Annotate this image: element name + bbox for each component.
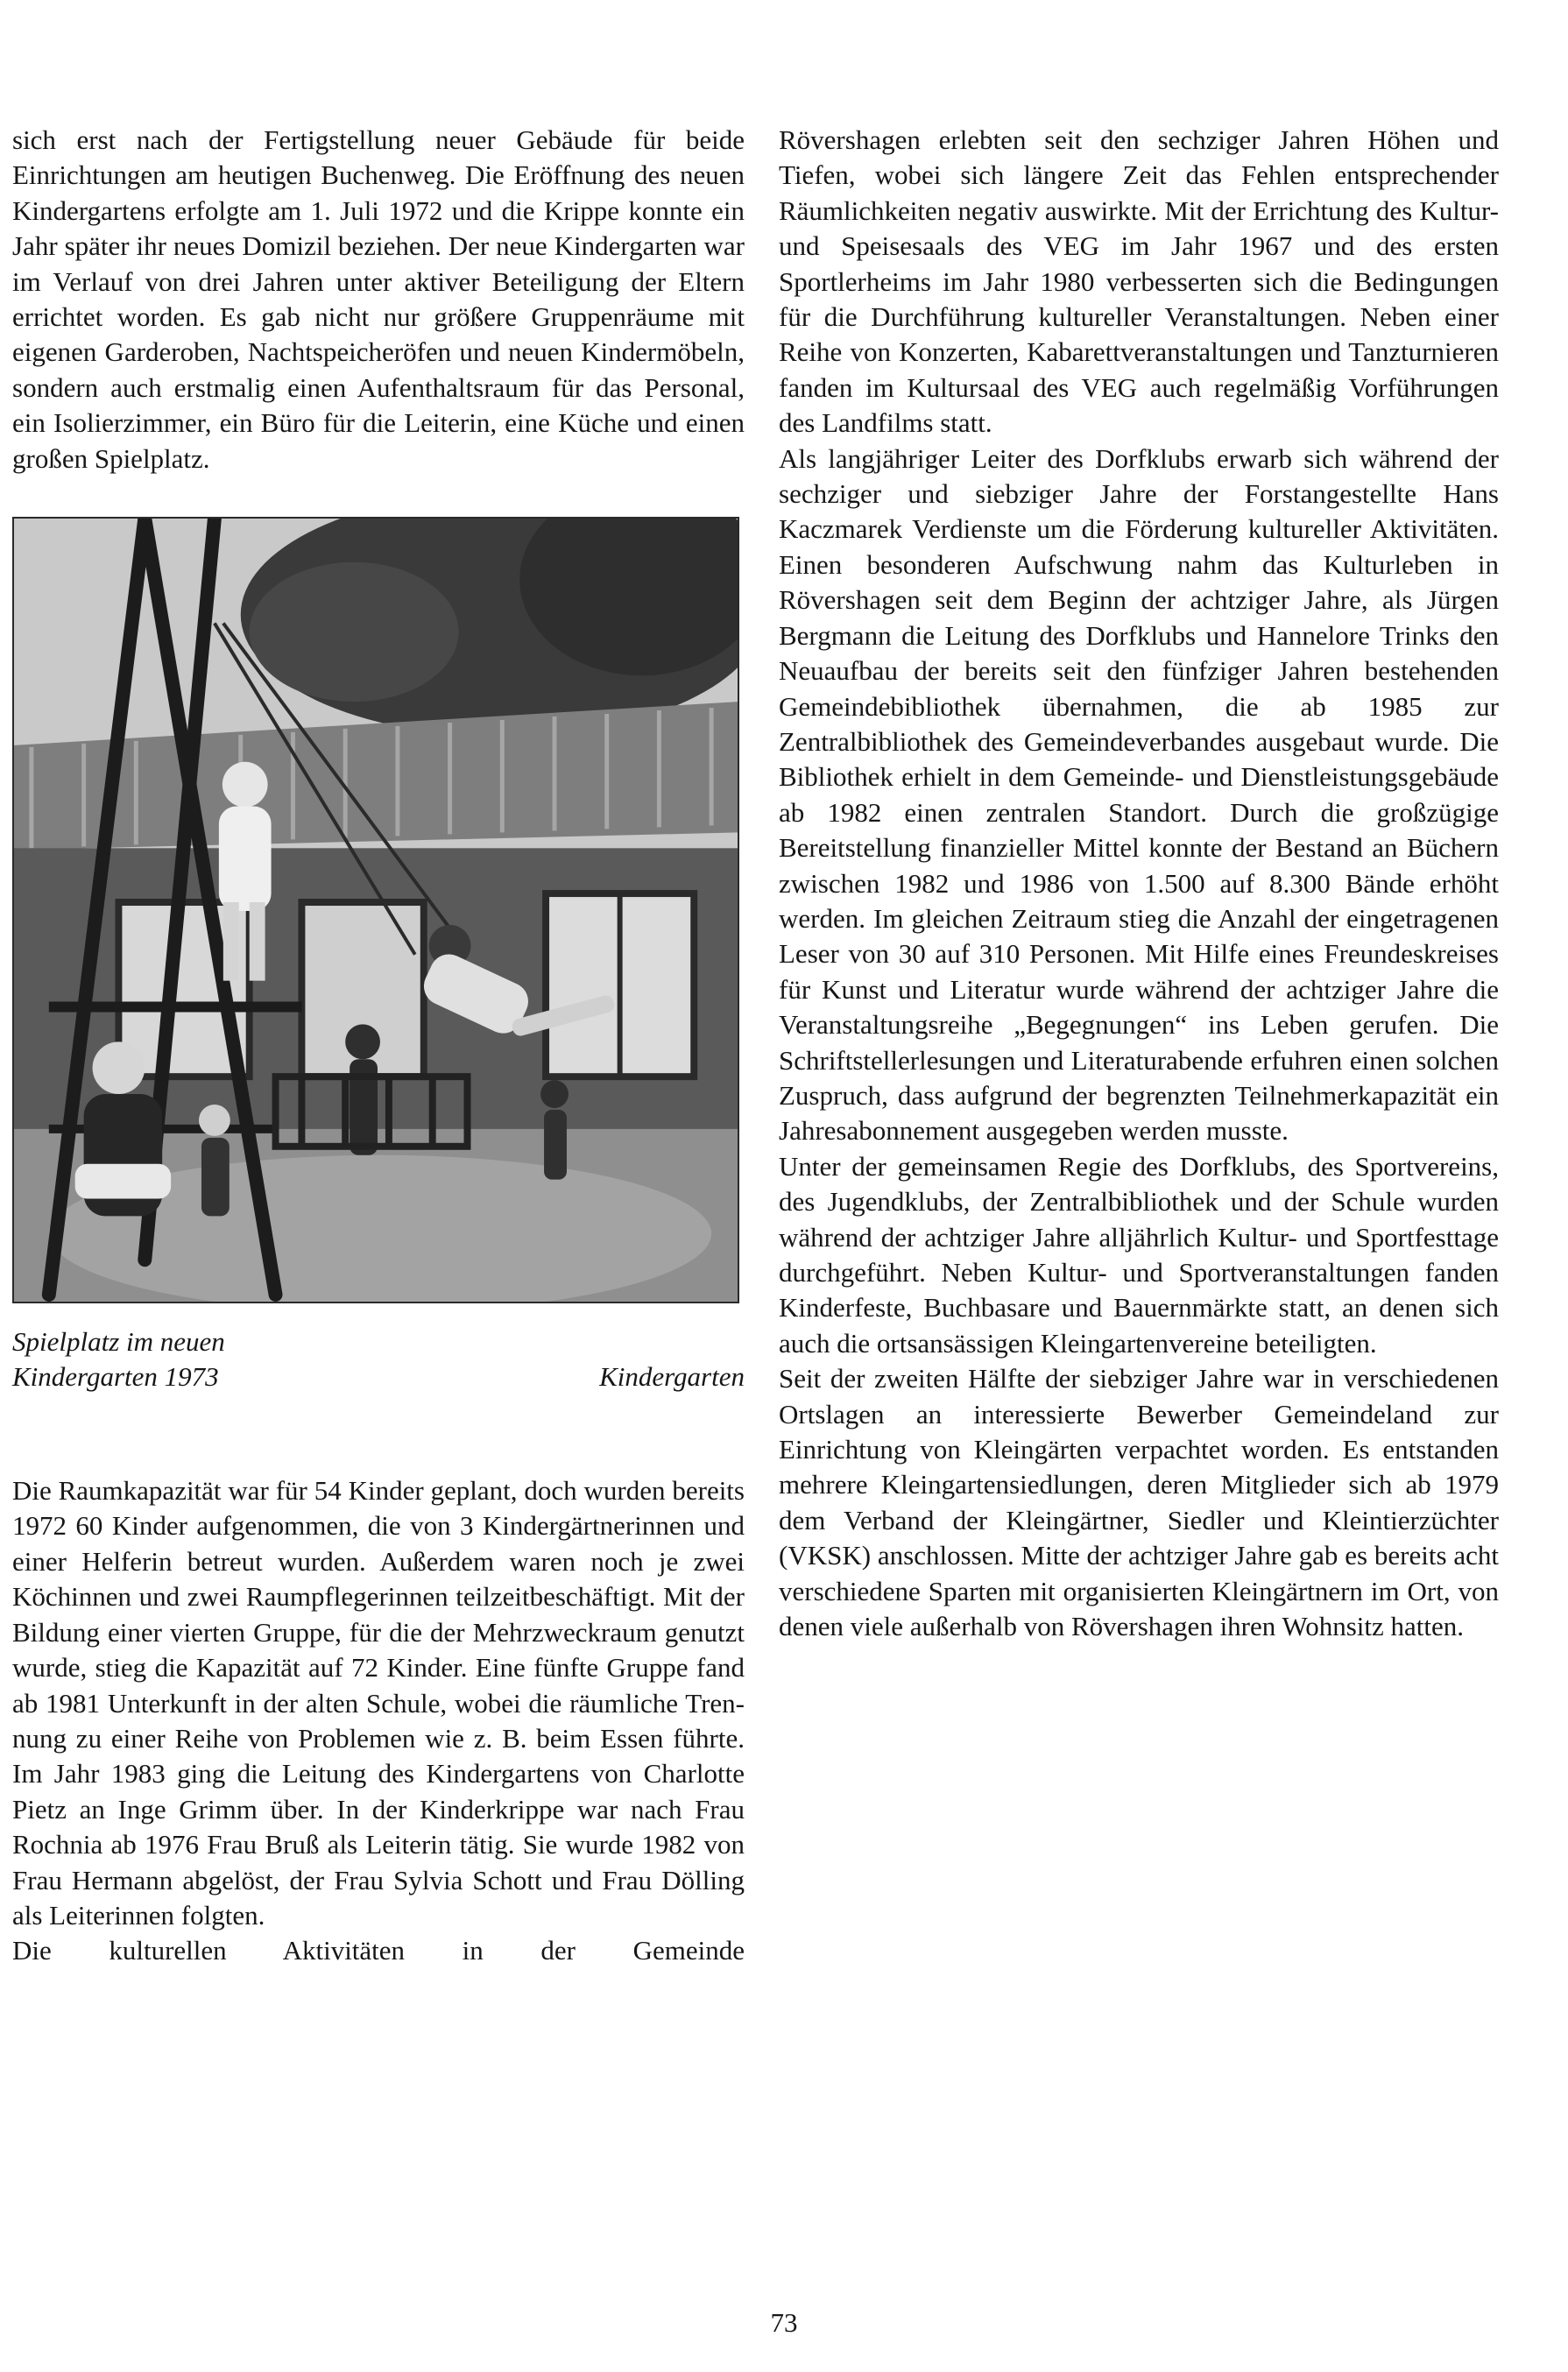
left-paragraph-3: Die kulturellen Aktivitäten in der Gemeinde (12, 1935, 745, 1966)
right-paragraph-3: Unter der gemeinsamen Regie des Dorfklubs, des Sportvereins, des Jugendklubs, der Zentralbibliothek und der Schule wurden während der achtziger Jahre alljährlich Kultur- und Sportfesttage durchgeführt. Neben Kultur- und Sportveranstaltungen fanden Kinderfeste, Buchbasare und Bauernmärkte statt, an denen sich auch die ortsansässigen Kleingartenvereine beteiligten. (779, 1150, 1499, 1359)
playground-photo (12, 517, 739, 1303)
right-paragraph-4: Seit der zweiten Hälfte der siebziger Jahre war in verschiedenen Ortslagen an interessierte Bewerber Gemeindeland zur Einrichtung von Kleingärten verpachtet worden. Es entstanden mehrere Kleingartensiedlungen, deren Mitglieder sich ab 1979 dem Verband der Kleingärtner, Siedler und Kleintierzüchter (VKSK) anschlossen. Mitte der achtziger Jahre gab es bereits acht verschiedene Sparten mit organisierten Kleingärtnern im Ort, von denen viele außerhalb von Rövershagen ihren Wohnsitz hatten. (779, 1363, 1499, 1642)
photo-caption-title (12, 1324, 225, 1394)
caption-line-1: Spielplatz im neuen (12, 1326, 225, 1358)
right-paragraph-2: Als langjähriger Leiter des Dorfklubs erwarb sich während der sechziger und siebziger Jahre der Forstangestellte Hans Kaczmarek Verdienste um die Förderung kultureller Aktivitäten. Einen besonderen Aufschwung nahm das Kulturleben in Rövershagen seit dem Beginn der achtziger Jahre, als Jürgen Bergmann die Leitung des Dorfklubs und Hannelore Trinks den Neuaufbau der bereits seit den fünfziger Jahren bestehenden Gemeindebibliothek übernahmen, die ab 1985 zur Zentralbibliothek des Gemeindeverbandes ausgebaut wurde. Die Bibliothek erhielt in dem Gemeinde- und Dienstleistungsgebäude ab 1982 einen zentralen Standort. Durch die großzügige Bereitstellung finanzieller Mittel konnte der Bestand an Büchern zwischen 1982 und 1986 von 1.500 auf 8.300 Bände erhöht werden. Im gleichen Zeitraum stieg die Anzahl der eingetragenen Leser von 30 auf 310 Personen. Mit Hilfe eines Freundeskreises für Kunst und Literatur wurde während der achtziger Jahre die Veranstaltungsreihe „Begegnungen“ ins Leben gerufen. Die Schriftstellerlesungen und Literaturabende erfuhren einen solchen Zuspruch, dass aufgrund der begrenzten Teilnehmerkapazität ein Jahresabonnement ausgegeben werden musste. (779, 442, 1499, 1147)
left-paragraph-1: sich erst nach der Fertigstellung neuer Gebäude für beide Einrichtungen am heutigen Buchenweg. Die Eröffnung des neuen Kindergartens erfolgte am 1. Juli 1972 und die Krippe konnte ein Jahr später ihr neues Domizil beziehen. Der neue Kindergarten war im Verlauf von drei Jahren unter aktiver Beteiligung der Eltern errichtet worden. Es gab nicht nur größere Gruppenräume mit eigenen Garderoben, Nachtspeicheröfen und neuen Kindermöbeln, sondern auch erstmalig einen Aufenthaltsraum für das Personal, ein Isolierzimmer, ein Büro für die Leiterin, eine Küche und einen großen Spielplatz. (12, 124, 745, 474)
right-column (779, 123, 1499, 1644)
right-paragraph-1: Rövershagen erlebten seit den sechziger Jahren Höhen und Tiefen, wobei sich längere Zeit das Fehlen entsprechender Räumlichkeiten negativ auswirkte. Mit der Errichtung des Kultur- und Speisesaals des VEG im Jahr 1967 und des ersten Sportlerheims im Jahr 1980 verbesserten sich die Bedingungen für die Durchführung kultureller Veranstaltungen. Neben einer Reihe von Konzerten, Kabarettveranstaltungen und Tanzturnieren fanden im Kultursaal des VEG auch regelmäßig Vorführungen des Landfilms statt. (779, 124, 1499, 439)
caption-line-2: Kindergarten 1973 (12, 1361, 219, 1393)
page-number: 73 (770, 2307, 798, 2338)
playground-photo-drawing (14, 519, 738, 1302)
left-paragraph-2: Die Raumkapazität war für 54 Kinder geplant, doch wurden bereits 1972 60 Kinder aufgenommen, die von 3 Kindergärtnerinnen und einer Helferin betreut wurden. Außerdem waren noch je zwei Köchinnen und zwei Raumpflegerinnen teilzeitbeschäftigt. Mit der Bildung einer vierten Gruppe, für die der Mehrzweckraum genutzt wurde, stieg die Kapazität auf 72 Kinder. Eine fünfte Gruppe fand ab 1981 Unterkunft in der alten Schule, wobei die räumliche Trennung zu einer Reihe von Problemen wie z. B. beim Essen führte. Im Jahr 1983 ging die Leitung des Kindergartens von Charlotte Pietz an Inge Grimm über. In der Kinderkrippe war nach Frau Rochnia ab 1976 Frau Bruß als Leiterin tätig. Sie wurde 1982 von Frau Hermann abgelöst, der Frau Sylvia Schott und Frau Dölling als Leiterinnen folgten. (12, 1475, 745, 1931)
photo-caption (12, 1324, 745, 1394)
caption-credit: Kindergarten (599, 1361, 745, 1393)
left-column (12, 123, 745, 1969)
